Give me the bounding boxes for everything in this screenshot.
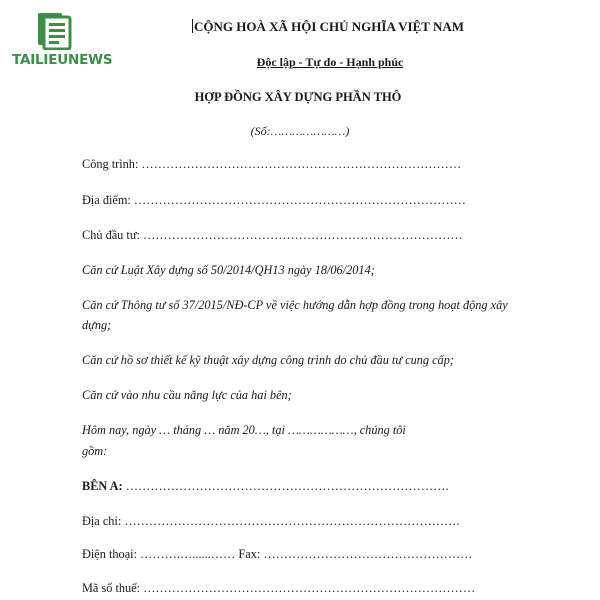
project-field: Công trình: …………………………………………………………………… xyxy=(82,157,462,171)
party-a-tax-code: Mã số thuế: ……………………………………………………………………… xyxy=(82,581,476,595)
party-a-phone-fax: Điện thoại: ……….…......…… Fax: …………………………………………… xyxy=(82,547,473,561)
text-cursor xyxy=(192,19,193,33)
legal-basis-construction-law: Căn cứ Luật Xây dựng số 50/2014/QH13 ngày 18/06/2014; xyxy=(82,263,375,277)
opening-statement: Hôm nay, ngày … tháng … năm 20…, tại ………………, chúng tôi xyxy=(82,423,406,437)
logo-text: TAILIEUNEWS xyxy=(12,52,113,68)
party-a-name-blank: ……………………………………………………………………. xyxy=(122,479,449,493)
party-a-label: BÊN A: xyxy=(82,479,123,493)
party-a-address: Địa chỉ: ………………………………………………………………………. xyxy=(82,514,460,528)
opening-statement-continued: gồm: xyxy=(82,444,108,458)
motto: Độc lập - Tự do - Hạnh phúc xyxy=(256,55,404,69)
legal-basis-circular: Căn cứ Thông tư số 37/2015/NĐ-CP về việc hướng dẫn hợp đồng trong hoạt động xây xyxy=(82,298,508,312)
investor-field: Chủ đầu tư: …………………………………………………………………… xyxy=(82,228,463,242)
document-icon xyxy=(36,12,72,50)
document-number: (Số:…………………) xyxy=(250,124,350,138)
nation-heading xyxy=(138,19,518,35)
party-a-line xyxy=(82,479,449,494)
legal-basis-capacity: Căn cứ vào nhu cầu năng lực của hai bên; xyxy=(82,388,292,402)
document-title: HỢP ĐỒNG XÂY DỰNG PHẦN THÔ xyxy=(194,90,402,104)
legal-basis-circular-continued: dựng; xyxy=(82,318,112,332)
legal-basis-design-docs: Căn cứ hồ sơ thiết kế kỹ thuật xây dựng công trình do chủ đầu tư cung cấp; xyxy=(82,353,454,367)
location-field: Địa điểm: ……………………………………………………………………… xyxy=(82,193,466,207)
tailieunews-logo xyxy=(12,12,113,72)
nation-heading-text: CỘNG HOÀ XÃ HỘI CHỦ NGHĨA VIỆT NAM xyxy=(193,19,465,34)
